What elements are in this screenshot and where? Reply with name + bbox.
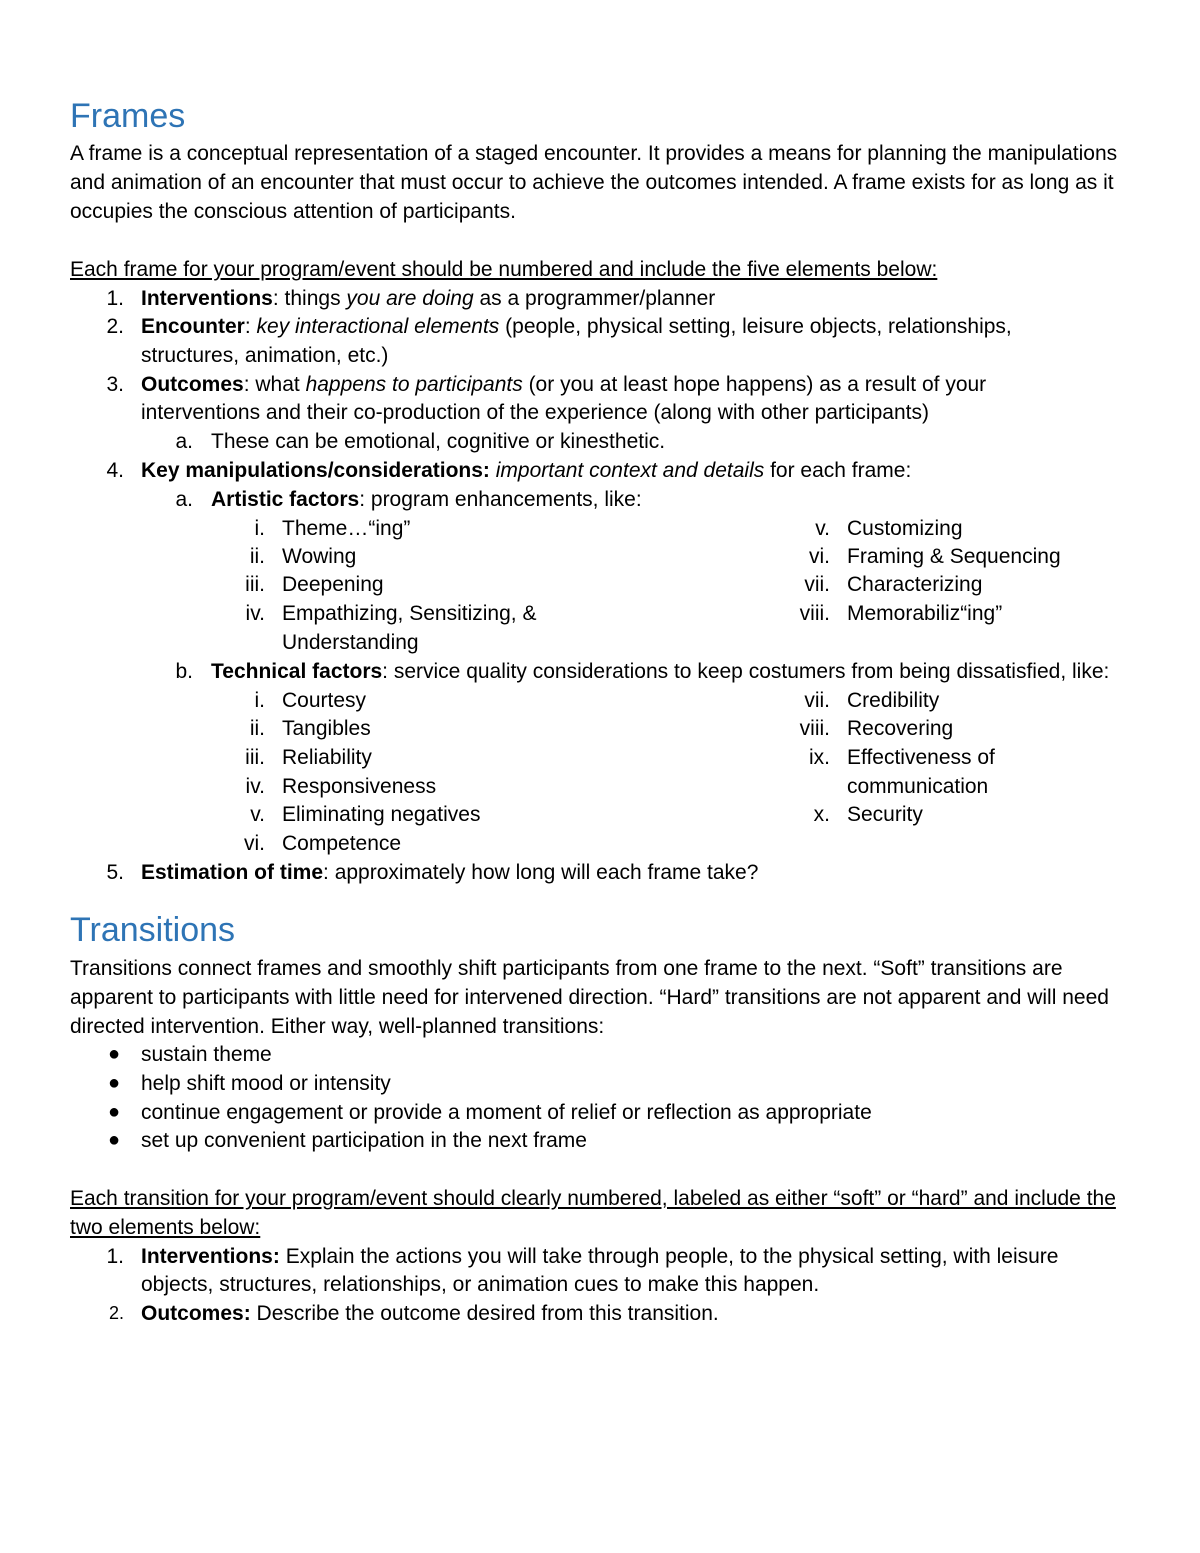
item-label: Estimation of time	[141, 861, 324, 884]
transition-bullet: help shift mood or intensity	[141, 1072, 391, 1095]
frames-item-key-manipulations	[141, 456, 911, 485]
technical-item-continuation: communication	[847, 775, 989, 798]
technical-item: Security	[847, 803, 923, 826]
artistic-factors	[211, 485, 642, 514]
item-rest: (people, physical setting, leisure objects, relationships,	[499, 315, 1012, 338]
item-label: Interventions:	[141, 1245, 280, 1268]
item-emphasis: you are doing	[346, 287, 474, 310]
roman-number: iii.	[245, 746, 265, 769]
roman-number: iii.	[245, 573, 265, 596]
transitions-item-outcomes	[141, 1299, 719, 1328]
roman-number: vi.	[809, 545, 830, 568]
roman-number: vii.	[804, 689, 830, 712]
item-label: Outcomes	[141, 373, 244, 396]
technical-item: Responsiveness	[282, 775, 437, 798]
frames-item-number: 3.	[106, 373, 124, 396]
technical-item: Tangibles	[282, 717, 371, 740]
item-label: Key manipulations/considerations:	[141, 459, 490, 482]
frames-item-number: 5.	[106, 861, 124, 884]
item-rest: for each frame:	[764, 459, 912, 482]
technical-item: Competence	[282, 832, 402, 855]
item-sep: : things	[272, 287, 347, 310]
frames-instruction: Each frame for your program/event should be numbered and include the five elements below:	[70, 258, 938, 281]
artistic-item: Characterizing	[847, 573, 983, 596]
item-label: Interventions	[141, 287, 273, 310]
artistic-item-continuation: Understanding	[282, 631, 419, 654]
roman-number: vii.	[804, 573, 830, 596]
artistic-item: Framing & Sequencing	[847, 545, 1061, 568]
item-sep: :	[244, 315, 257, 338]
roman-number: v.	[815, 517, 830, 540]
bullet-icon: ●	[108, 1101, 121, 1123]
artistic-item: Deepening	[282, 573, 384, 596]
item-rest: (or you at least hope happens) as a result of your	[522, 373, 987, 396]
sub-item-number: a.	[175, 488, 193, 511]
frames-heading: Frames	[70, 97, 186, 135]
transitions-heading: Transitions	[70, 911, 236, 949]
sub-item-number: a.	[175, 430, 193, 453]
transitions-instruction: Each transition for your program/event should clearly numbered, labeled as either “soft” or “hard” and include the two elements below:	[70, 1187, 1116, 1239]
technical-item: Credibility	[847, 689, 940, 712]
item-emphasis: important context and details	[495, 459, 765, 482]
frames-item-estimation	[141, 858, 758, 887]
transition-bullet: continue engagement or provide a moment of relief or reflection as appropriate	[141, 1101, 872, 1124]
roman-number: ix.	[809, 746, 830, 769]
frames-item-outcomes	[141, 370, 986, 399]
roman-number: ii.	[249, 545, 265, 568]
roman-number: i.	[254, 689, 265, 712]
bullet-icon: ●	[108, 1129, 121, 1151]
transitions-item-interventions	[141, 1242, 1058, 1271]
transitions-intro: Transitions connect frames and smoothly shift participants from one frame to the next. “Soft” transitions are apparent to participants with little need for intervened direction. “Hard” transitions are not apparent and will need directed intervention. Either way, well-planned transitions:	[70, 957, 1109, 1038]
roman-number: iv.	[245, 775, 265, 798]
transitions-item-number: 2.	[108, 1303, 124, 1323]
artistic-item: Wowing	[282, 545, 357, 568]
bullet-icon: ●	[108, 1043, 121, 1065]
technical-item: Reliability	[282, 746, 372, 769]
transitions-item-number: 1.	[106, 1245, 124, 1268]
roman-number: v.	[250, 803, 265, 826]
frames-item-continuation: interventions and their co-production of the experience (along with other participants)	[141, 401, 929, 424]
item-emphasis: happens to participants	[305, 373, 523, 396]
frames-item-encounter	[141, 312, 1012, 341]
frames-item-number: 4.	[106, 459, 124, 482]
technical-item: Recovering	[847, 717, 954, 740]
roman-number: vi.	[244, 832, 265, 855]
artistic-rest: : program enhancements, like:	[359, 488, 642, 511]
transitions-item-continuation: objects, structures, relationships, or animation cues to make this happen.	[141, 1273, 820, 1296]
frames-item-interventions	[141, 284, 715, 313]
technical-rest: : service quality considerations to keep costumers from being dissatisfied, like:	[382, 660, 1110, 683]
artistic-item: Empathizing, Sensitizing, &	[282, 602, 537, 625]
technical-label: Technical factors	[211, 660, 383, 683]
technical-item: Effectiveness of	[847, 746, 995, 769]
technical-factors	[211, 657, 1109, 686]
item-label: Encounter	[141, 315, 245, 338]
item-rest: : approximately how long will each frame take?	[323, 861, 759, 884]
roman-number: viii.	[799, 602, 830, 625]
transition-bullet: sustain theme	[141, 1043, 272, 1066]
item-emphasis: key interactional elements	[256, 315, 500, 338]
roman-number: iv.	[245, 602, 265, 625]
roman-number: i.	[254, 517, 265, 540]
item-rest: as a programmer/planner	[473, 287, 716, 310]
technical-item: Courtesy	[282, 689, 367, 712]
artistic-item: Customizing	[847, 517, 963, 540]
artistic-item: Memorabiliz“ing”	[847, 602, 1003, 625]
transition-bullet: set up convenient participation in the next frame	[141, 1129, 587, 1152]
artistic-item: Theme…“ing”	[282, 517, 411, 540]
item-rest: Explain the actions you will take through people, to the physical setting, with leisure	[279, 1245, 1059, 1268]
frames-intro: A frame is a conceptual representation of a staged encounter. It provides a means for planning the manipulations and animation of an encounter that must occur to achieve the outcomes intended. A frame exists for as long as it occupies the conscious attention of participants.	[70, 142, 1118, 223]
bullet-icon: ●	[108, 1072, 121, 1094]
roman-number: viii.	[799, 717, 830, 740]
sub-item-text: These can be emotional, cognitive or kinesthetic.	[211, 430, 666, 453]
item-sep: : what	[243, 373, 306, 396]
frames-item-number: 2.	[106, 315, 124, 338]
artistic-label: Artistic factors	[211, 488, 360, 511]
roman-number: x.	[813, 803, 830, 826]
sub-item-number: b.	[175, 660, 193, 683]
item-label: Outcomes:	[141, 1302, 251, 1325]
technical-item: Eliminating negatives	[282, 803, 481, 826]
item-rest: Describe the outcome desired from this transition.	[250, 1302, 719, 1325]
frames-item-continuation: structures, animation, etc.)	[141, 344, 389, 367]
roman-number: ii.	[249, 717, 265, 740]
frames-item-number: 1.	[106, 287, 124, 310]
